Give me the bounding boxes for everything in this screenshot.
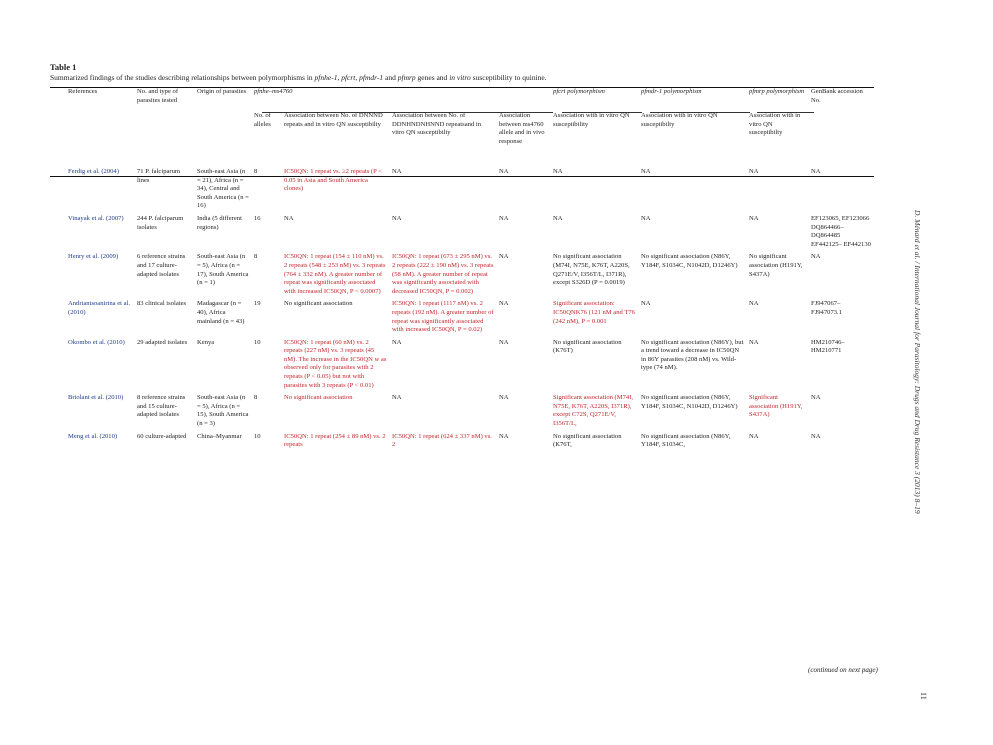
ms4760-cell: NA: [499, 394, 509, 402]
ms4760-cell: NA: [499, 338, 509, 346]
crt-cell: No significant association (M74I, N75E, K76T, A220S, Q271E/V, I356T/L, I371R), except S326D (P = 0.0019): [553, 253, 630, 287]
mrp-cell: Significant association (H191Y, S437A): [749, 394, 803, 419]
genbank-cell: NA: [811, 432, 821, 440]
ddnhnd-cell: NA: [392, 214, 402, 222]
header-references: References: [68, 88, 98, 95]
ms4760-cell: NA: [499, 253, 509, 261]
mrp-cell: No significant association (H191Y, S437A): [749, 253, 803, 278]
origin-cell: South-east Asia (n = 5), Africa (n = 17), South America (n = 1): [197, 253, 249, 287]
header-no-type: No. and type of parasites tested: [137, 88, 179, 104]
table-body: [50, 162, 874, 450]
dnnnd-cell: IC50QN: 1 repeat (254 ± 89 nM) vs. 2 repeats: [284, 432, 386, 449]
origin-cell: South-east Asia (n = 21), Africa (n = 34), Central and South America (n = 16): [197, 168, 249, 210]
table-row: [50, 429, 874, 450]
table-row: [50, 390, 874, 428]
mdr-cell: No significant association (N86Y, Y184F, S1034C, N1042D, D1246Y): [641, 394, 738, 410]
header-row-1: [50, 88, 874, 112]
genbank-cell: NA: [811, 253, 821, 261]
genbank-cell: EF123065, EF123066 DQ864466– DQ864485 EF442125– EF442130: [811, 214, 871, 248]
parasites-cell: 8 reference strains and 15 culture-adapted isolates: [137, 394, 186, 419]
header-assoc-ms4760: Association between ms4760 allele and in vivo response: [499, 112, 545, 145]
page-number: 11: [919, 692, 928, 700]
mrp-cell: NA: [749, 338, 759, 346]
header-assoc-mrp: Association with in vitro QN susceptibilty: [749, 112, 801, 137]
ddnhnd-cell: IC50QN: 1 repeat (1117 nM) vs. 2 repeats (192 nM). A greater number of repeat was significantly associated with increased IC50QN, P = 0.02): [392, 300, 494, 334]
ddnhnd-cell: IC50QN: 1 repeat (673 ± 295 nM) vs. 2 repeats (222 ± 190 nM) vs. 3 repeats (58 nM). A greater number of repeat was significantly associated with decreased IC50QN, P = 0.002): [392, 253, 494, 295]
header-spacer: [50, 112, 135, 162]
caption-genes: pfnhe-1, pfcrt, pfmdr-1: [314, 73, 384, 82]
dnnnd-cell: IC50QN: 1 repeat vs. ≥2 repeats (P < 0.05 in Asia and South America clones): [284, 168, 382, 193]
dnnnd-cell: No significant association: [284, 394, 353, 402]
header-pfmrp-text: pfmrp polymorphism: [749, 88, 805, 95]
caption-end: susceptibility to quinine.: [470, 73, 547, 82]
dnnnd-cell: NA: [284, 214, 294, 222]
table-row: [50, 249, 874, 296]
alleles-cell: 16: [254, 214, 261, 222]
caption-and: and: [383, 73, 398, 82]
header-pfcrt: [551, 88, 639, 112]
mdr-cell: No significant association (N86Y, Y184F, S1034C, N1042D, D1246Y): [641, 253, 738, 269]
mdr-cell: No significant association (N86Y), but a trend toward a decrease in IC50QN in 86Y parasites (208 nM) vs. Wild-type (74 nM).: [641, 338, 744, 372]
findings-table: [50, 88, 874, 450]
ddnhnd-cell: NA: [392, 338, 402, 346]
table-row: [50, 211, 874, 249]
alleles-cell: 8: [254, 168, 258, 175]
table-label: Table 1: [50, 62, 77, 72]
header-genbank: GenBank accession No.: [811, 88, 863, 104]
parasites-cell: 60 culture-adapted: [137, 432, 187, 440]
ddnhnd-cell: NA: [392, 394, 402, 402]
origin-cell: Kenya: [197, 338, 215, 346]
origin-cell: South-east Asia (n = 5), Africa (n = 15), South America (n = 3): [197, 394, 249, 428]
dnnnd-cell: No significant association: [284, 300, 353, 308]
alleles-cell: 8: [254, 253, 258, 261]
continued-note: (continued on next page): [808, 666, 878, 674]
crt-cell: No significant association (K76T,: [553, 432, 622, 449]
header-pfnhe: [252, 88, 551, 112]
ref-cell[interactable]: Vinayak et al. (2007): [68, 214, 124, 222]
ref-cell[interactable]: Okombo et al. (2010): [68, 338, 125, 346]
alleles-cell: 19: [254, 300, 261, 308]
ms4760-cell: NA: [499, 432, 509, 440]
header-no-alleles: No. of alleles: [254, 112, 271, 128]
crt-cell: Significant association: IC50QNK76 (121 nM and T76 (242 nM), P = 0.001: [553, 300, 635, 325]
mrp-cell: NA: [749, 214, 759, 222]
alleles-cell: 10: [254, 338, 261, 346]
mrp-cell: NA: [749, 432, 759, 440]
ddnhnd-cell: IC50QN: 1 repeat (624 ± 337 nM) vs. 2: [392, 432, 492, 449]
caption-text: Summarized findings of the studies describing relationships between polymorphisms in: [50, 73, 315, 82]
crt-cell: NA: [553, 214, 563, 222]
alleles-cell: 8: [254, 394, 258, 402]
running-header: D. Ménard et al. / International Journal for Parasitology: Drugs and Drug Resistance 3 (2013) 8–19: [913, 210, 922, 514]
header-pfmdr-text: pfmdr-1 polymorphism: [641, 88, 702, 95]
header-assoc-dnnnd: Association between No. of DNNND repeats and in vitro QN susceptibilty: [284, 112, 383, 128]
genbank-cell: NA: [811, 394, 821, 402]
dnnnd-cell: IC50QN: 1 repeat (154 ± 110 nM) vs. 2 repeats (548 ± 253 nM) vs. 3 repeats (764 ± 332 nM). A greater number of repeat was significantly associated with increased IC50QN, P < 0.0007): [284, 253, 386, 295]
ref-cell[interactable]: Ferdig et al. (2004): [68, 168, 119, 175]
header-assoc-crt: Association with in vitro QN susceptibility: [553, 112, 630, 128]
mdr-cell: NA: [641, 300, 651, 308]
header-pfmrp: [747, 88, 809, 112]
genbank-cell: NA: [811, 168, 821, 175]
genbank-cell: FJ947067– FJ947073.1: [811, 300, 842, 316]
caption-invitro: in vitro: [449, 73, 471, 82]
ms4760-cell: NA: [499, 300, 509, 308]
ddnhnd-cell: NA: [392, 168, 402, 175]
header-assoc-mdr: Association with in vitro QN susceptibilty: [641, 112, 718, 128]
alleles-cell: 10: [254, 432, 261, 440]
ms4760-cell: NA: [499, 214, 509, 222]
ref-cell[interactable]: Meng et al. (2010): [68, 432, 118, 440]
genbank-cell: HM210746– HM210771: [811, 338, 845, 355]
header-origin: Origin of parasites: [197, 88, 247, 95]
parasites-cell: 6 reference strains and 17 culture-adapted isolates: [137, 253, 186, 278]
mrp-cell: NA: [749, 168, 759, 175]
dnnnd-cell: IC50QN: 1 repeat (60 nM) vs. 2 repeats (227 nM) vs. 3 repeats (45 nM). The increase in the IC50QN w as observed only for parasites with 2 repeats (P < 0.05) but not with parasites with 3 repeats (P < 0.01): [284, 338, 387, 389]
crt-cell: Significant association (M74I, N75E, K76T, A220S, I371R), except C72S, Q271E/V, I356T/L,: [553, 394, 634, 428]
table-row: [50, 335, 874, 391]
table-caption: [50, 73, 930, 82]
header-pfcrt-text: pfcrt polymorphism: [553, 88, 605, 95]
table-row: [50, 162, 874, 211]
header-assoc-ddnhnd: Association between No. of DDNHNDNHNND repeatsand in vitro QN susceptibilty: [392, 112, 481, 137]
mrp-cell: NA: [749, 300, 759, 308]
parasites-cell: 71 P. falciparum lines: [137, 168, 181, 184]
ms4760-cell: NA: [499, 168, 509, 175]
crt-cell: No significant association (K76T): [553, 338, 622, 355]
ref-cell[interactable]: Andriantsoanirina et al. (2010): [68, 300, 131, 316]
parasites-cell: 244 P. falciparum isolates: [137, 214, 184, 231]
parasites-cell: 29 adapted isolates: [137, 338, 188, 346]
ref-cell[interactable]: Henry et al. (2009): [68, 253, 119, 261]
mdr-cell: NA: [641, 214, 651, 222]
table-row: [50, 296, 874, 334]
origin-cell: Madagascar (n = 40), Africa mainland (n = 43): [197, 300, 245, 325]
origin-cell: China–Myanmar: [197, 432, 242, 440]
mdr-cell: NA: [641, 168, 651, 175]
ref-cell[interactable]: Briolant et al. (2010): [68, 394, 124, 402]
crt-cell: NA: [553, 168, 563, 175]
header-pfnhe-text: pfnhe–ms4760: [254, 88, 293, 95]
parasites-cell: 83 clinical isolates: [137, 300, 187, 308]
header-pfmdr: [639, 88, 747, 112]
caption-gene-last: pfmrp: [397, 73, 416, 82]
mdr-cell: No significant association (N86Y, Y184F, S1034C,: [641, 432, 731, 449]
caption-suffix: genes and: [415, 73, 450, 82]
origin-cell: India (5 different regions): [197, 214, 242, 231]
